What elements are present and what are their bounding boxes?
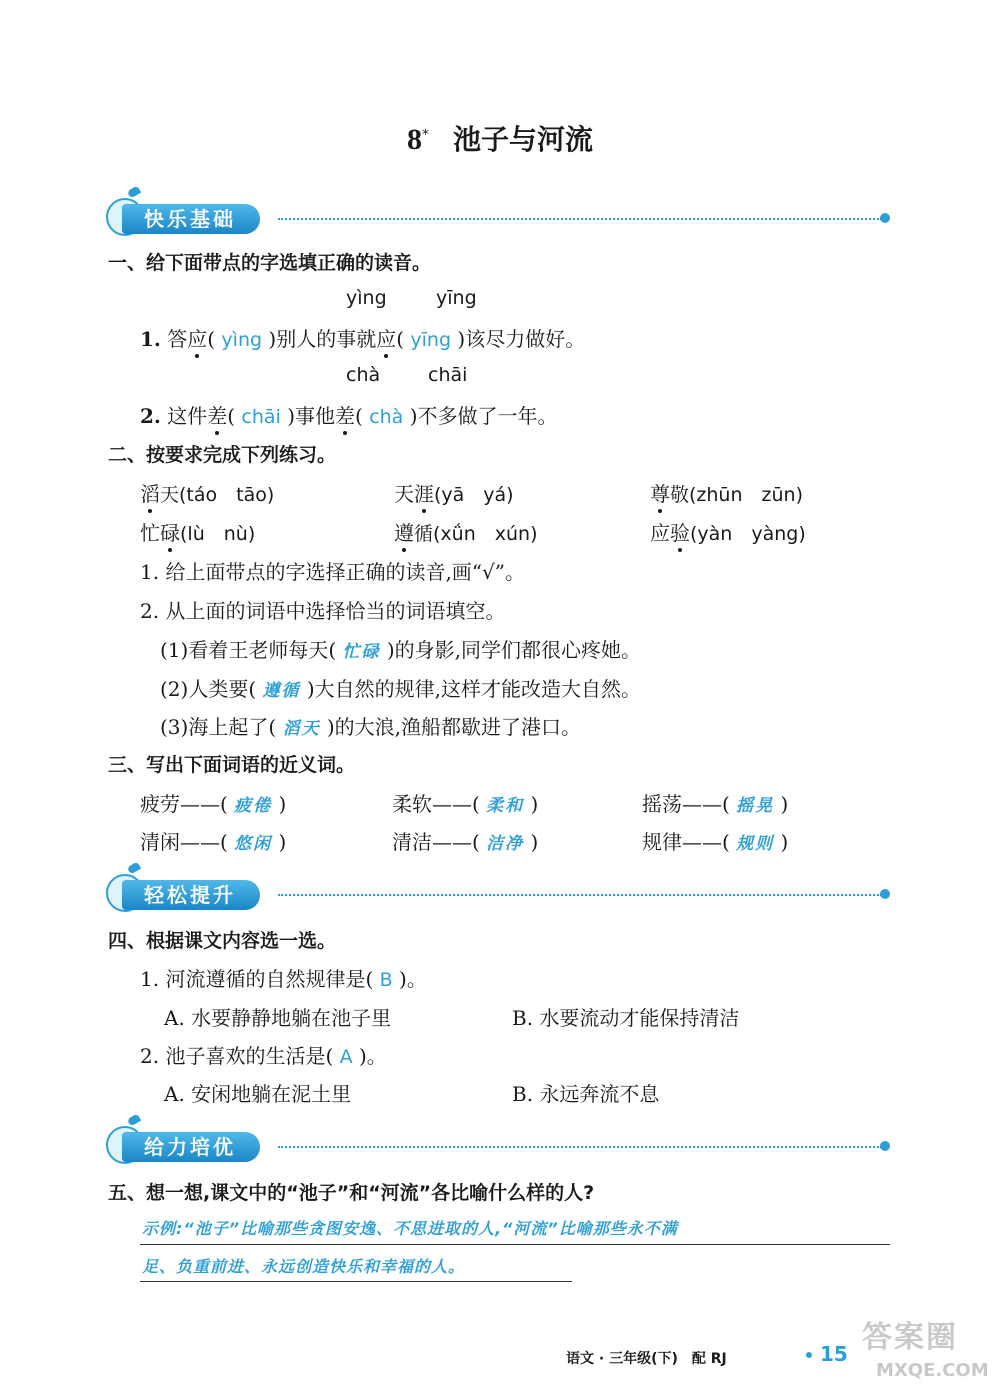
banner-label: 给力培优 — [122, 1132, 260, 1162]
text: ( — [227, 404, 236, 428]
word-item — [140, 517, 255, 546]
word-item — [140, 478, 274, 507]
item-number: 1. — [140, 327, 161, 351]
watermark-logo: 答案圈 — [862, 1320, 958, 1355]
banner-basic — [100, 196, 892, 240]
s1-item-2 — [140, 400, 558, 429]
answer: chà — [369, 406, 404, 428]
answer-underline — [140, 1281, 572, 1282]
answer: yìng — [221, 329, 263, 351]
option-b: B. 永远奔流不息 — [512, 1082, 660, 1106]
text: )别人的事就 — [268, 327, 377, 351]
text: 规律——( — [642, 830, 730, 854]
choice-question-1 — [140, 963, 427, 992]
instruction-2: 2. 从上面的词语中选择恰当的词语填空。 — [140, 599, 506, 623]
word-pinyin: (yàn yàng) — [690, 523, 806, 545]
dotted-char: 滔 — [140, 478, 160, 507]
word-pinyin: 敬(zhūn zūn) — [670, 484, 803, 506]
text: ) — [530, 792, 539, 816]
word-pinyin: (yā yá) — [434, 484, 514, 506]
text: )的身影,同学们都很心疼她。 — [386, 638, 642, 662]
pinyin-option: yīng — [436, 287, 477, 309]
section-2-heading: 二、按要求完成下列练习。 — [108, 444, 337, 466]
choice-question-2 — [140, 1040, 387, 1069]
synonym-item — [642, 826, 788, 855]
text: ( — [207, 327, 216, 351]
dotted-char: 差 — [335, 400, 355, 429]
dotted-divider — [278, 894, 882, 896]
text: )事他 — [287, 404, 336, 428]
answer: 疲倦 — [234, 796, 273, 816]
text: ( — [396, 327, 405, 351]
fill-item — [160, 673, 641, 702]
page-number: 15 — [820, 1342, 848, 1366]
text: (3)海上起了( — [160, 715, 277, 739]
dotted-char: 差 — [207, 400, 227, 429]
option-a: A. 水要静静地躺在池子里 — [164, 1006, 392, 1030]
banner-advanced — [100, 1124, 892, 1168]
word-pinyin: 循(xǘn xún) — [414, 523, 538, 545]
pinyin-option: chà — [346, 364, 381, 386]
answer: 柔和 — [486, 796, 525, 816]
text: 天 — [394, 482, 414, 506]
answer: 悠闲 — [234, 834, 273, 854]
divider-end-dot-icon — [880, 1141, 890, 1151]
word-pinyin: 天(táo tāo) — [160, 484, 275, 506]
banner-improve — [100, 872, 892, 916]
banner-label: 快乐基础 — [122, 204, 260, 234]
dotted-divider — [278, 1146, 882, 1148]
section-3-heading: 三、写出下面词语的近义词。 — [108, 754, 356, 776]
text: 答 — [167, 327, 188, 351]
synonym-item — [140, 826, 286, 855]
answer-line-2: 足、负重前进、永远创造快乐和幸福的人。 — [142, 1257, 466, 1276]
section-1-heading: 一、给下面带点的字选填正确的读音。 — [108, 252, 432, 274]
text: 应 — [650, 521, 670, 545]
dotted-char: 遵 — [394, 517, 414, 546]
fill-item — [160, 634, 641, 663]
text: 清洁——( — [392, 830, 480, 854]
text: 摇荡——( — [642, 792, 730, 816]
watermark-url: MXQE.COM — [876, 1360, 989, 1381]
text: )的大浪,渔船都歇进了港口。 — [326, 715, 582, 739]
text: ) — [780, 830, 789, 854]
text: 忙 — [140, 521, 160, 545]
word-item — [650, 517, 806, 546]
pinyin-option: yìng — [346, 287, 387, 309]
dotted-char: 尊 — [650, 478, 670, 507]
pinyin-option: chāi — [428, 364, 468, 386]
answer: A — [339, 1046, 353, 1068]
text: (1)看着王老师每天( — [160, 638, 337, 662]
banner-label: 轻松提升 — [122, 880, 260, 910]
answer-underline — [140, 1244, 890, 1245]
text: 疲劳——( — [140, 792, 228, 816]
answer: 规则 — [736, 834, 775, 854]
text: ) — [530, 830, 539, 854]
text: ) — [278, 830, 287, 854]
lesson-title — [0, 118, 1000, 158]
footer-dot-icon — [806, 1352, 812, 1358]
answer: yīng — [410, 329, 452, 351]
option-a: A. 安闲地躺在泥土里 — [164, 1082, 352, 1106]
text: 清闲——( — [140, 830, 228, 854]
synonym-item — [392, 826, 538, 855]
dotted-divider — [278, 218, 882, 220]
text: ) — [780, 792, 789, 816]
dotted-char: 涯 — [414, 478, 434, 507]
text: (2)人类要( — [160, 677, 257, 701]
dotted-char: 碌 — [160, 517, 180, 546]
answer: 摇晃 — [736, 796, 775, 816]
footer-text: 语文 · 三年级(下) 配 RJ — [566, 1351, 727, 1367]
text: ) — [278, 792, 287, 816]
answer: chāi — [241, 406, 281, 428]
answer: 忙碌 — [342, 642, 381, 662]
lesson-name: 池子与河流 — [452, 123, 593, 156]
text: 这件 — [167, 404, 208, 428]
text: )。 — [358, 1044, 387, 1068]
dotted-char: 应 — [376, 323, 396, 352]
answer-line-1: 示例:“池子”比喻那些贪图安逸、不思进取的人,“河流”比喻那些永不满 — [142, 1219, 678, 1238]
leaf-icon — [127, 186, 141, 199]
fill-item — [160, 711, 581, 740]
dotted-char: 验 — [670, 517, 690, 546]
text: 2. 池子喜欢的生活是( — [140, 1044, 334, 1068]
word-pinyin: (lù nù) — [180, 523, 256, 545]
text: )不多做了一年。 — [409, 404, 558, 428]
dotted-char: 应 — [187, 323, 207, 352]
item-number: 2. — [140, 404, 161, 428]
answer: 洁净 — [486, 834, 525, 854]
synonym-item — [140, 788, 286, 817]
text: )大自然的规律,这样才能改造大自然。 — [306, 677, 642, 701]
text: )。 — [399, 967, 427, 991]
text: )该尽力做好。 — [457, 327, 586, 351]
text: 柔软——( — [392, 792, 480, 816]
word-item — [394, 478, 514, 507]
text: ( — [355, 404, 363, 428]
answer: B — [379, 969, 393, 991]
synonym-item — [392, 788, 538, 817]
divider-end-dot-icon — [880, 889, 890, 899]
section-5-heading: 五、想一想,课文中的“池子”和“河流”各比喻什么样的人? — [108, 1182, 595, 1204]
lesson-mark: * — [421, 127, 429, 143]
answer: 滔天 — [282, 719, 321, 739]
divider-end-dot-icon — [880, 213, 890, 223]
text: 1. 河流遵循的自然规律是( — [140, 967, 374, 991]
answer: 遵循 — [262, 681, 301, 701]
s1-item-1 — [140, 323, 585, 352]
lesson-number: 8 — [406, 123, 422, 156]
leaf-icon — [127, 862, 141, 875]
leaf-icon — [127, 1114, 141, 1127]
word-item — [394, 517, 537, 546]
synonym-item — [642, 788, 788, 817]
instruction-1: 1. 给上面带点的字选择正确的读音,画“√”。 — [140, 560, 525, 584]
word-item — [650, 478, 803, 507]
option-b: B. 水要流动才能保持清洁 — [512, 1006, 740, 1030]
section-4-heading: 四、根据课文内容选一选。 — [108, 930, 337, 952]
